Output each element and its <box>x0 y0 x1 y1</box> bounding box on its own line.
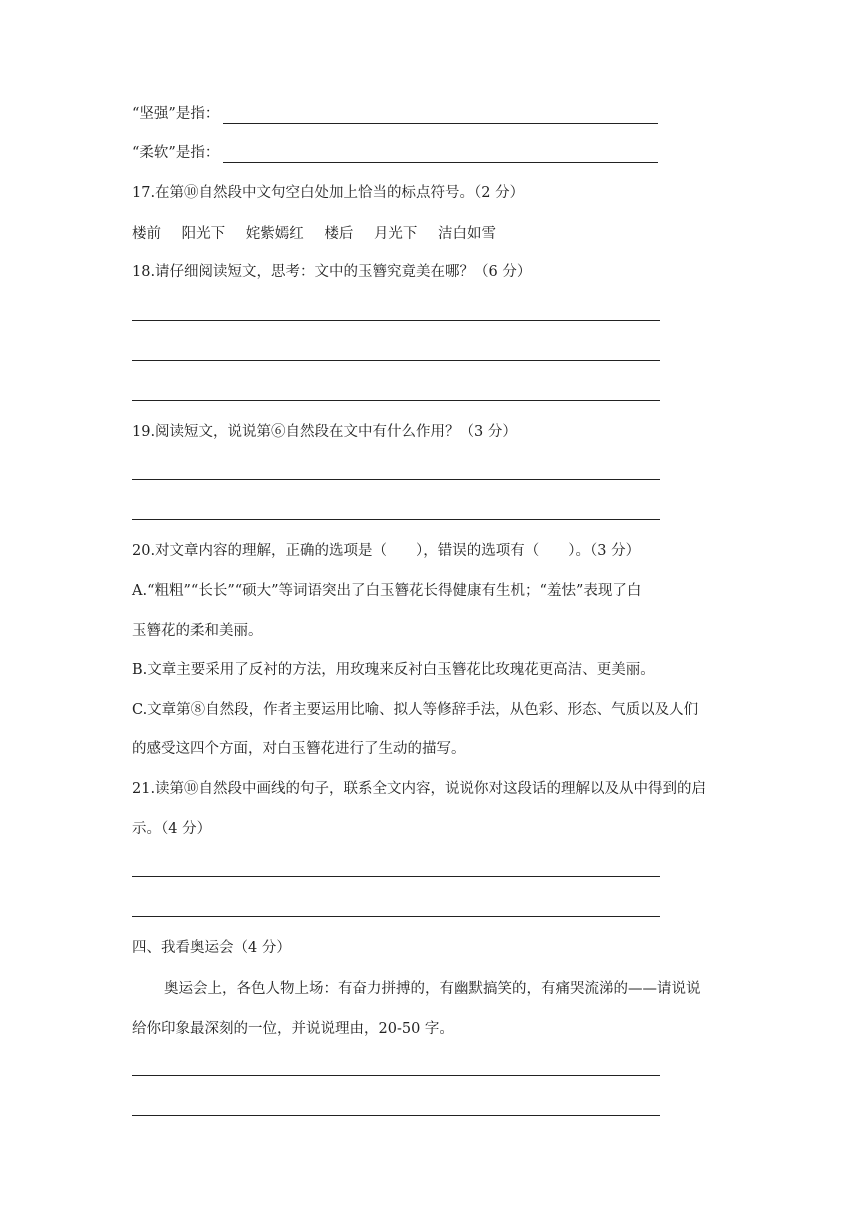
section-4-title: 四、我看奥运会（4 分） <box>132 940 291 956</box>
answer-line[interactable] <box>132 519 660 520</box>
q20-option-c-cont: 的感受这四个方面，对白玉簪花进行了生动的描写。 <box>132 741 466 757</box>
answer-line[interactable] <box>132 400 660 401</box>
q20-option-c: C.文章第⑧自然段，作者主要运用比喻、拟人等修辞手法，从色彩、形态、气质以及人们 <box>132 702 699 718</box>
q17-options <box>132 224 512 244</box>
question-21: 21.读第⑩自然段中画线的句子，联系全文内容，说说你对这段话的理解以及从中得到的启 <box>132 781 707 797</box>
question-20: 20.对文章内容的理解，正确的选项是（ ），错误的选项有（ ）。（3 分） <box>132 543 641 559</box>
q17-option: 月光下 <box>373 226 418 242</box>
soft-definition-row <box>132 143 658 163</box>
section-4-prompt: 奥运会上，各色人物上场：有奋力拼搏的，有幽默搞笑的，有痛哭流涕的——请说说 <box>164 981 701 997</box>
answer-line[interactable] <box>132 1075 660 1076</box>
answer-line[interactable] <box>132 360 660 361</box>
q17-option: 洁白如雪 <box>438 226 497 242</box>
q17-option: 楼前 <box>132 226 161 242</box>
q20-option-a-cont: 玉簪花的柔和美丽。 <box>132 623 263 639</box>
answer-line[interactable] <box>132 479 660 480</box>
q20-option-b: B.文章主要采用了反衬的方法，用玫瑰来反衬白玉簪花比玫瑰花更高洁、更美丽。 <box>132 662 655 678</box>
question-19: 19.阅读短文，说说第⑥自然段在文中有什么作用？（3 分） <box>132 424 517 440</box>
answer-line[interactable] <box>132 876 660 877</box>
question-18: 18.请仔细阅读短文，思考：文中的玉簪究竟美在哪？（6 分） <box>132 264 532 280</box>
answer-line[interactable] <box>132 1115 660 1116</box>
section-4-prompt-cont: 给你印象最深刻的一位，并说说理由，20-50 字。 <box>132 1021 454 1037</box>
answer-line[interactable] <box>132 916 660 917</box>
answer-line[interactable] <box>132 320 660 321</box>
q17-option: 阳光下 <box>181 226 226 242</box>
soft-answer-blank[interactable] <box>223 146 658 163</box>
strong-answer-blank[interactable] <box>223 107 658 124</box>
question-21-cont: 示。（4 分） <box>132 821 212 837</box>
strong-label: “坚强”是指： <box>132 106 220 122</box>
question-17: 17.在第⑩自然段中文句空白处加上恰当的标点符号。（2 分） <box>132 185 525 201</box>
strong-definition-row <box>132 104 658 124</box>
q20-option-a: A.“粗粗”“长长”“硕大”等词语突出了白玉簪花长得健康有生机；“羞怯”表现了白 <box>132 583 642 599</box>
q17-option: 楼后 <box>324 226 354 242</box>
q17-option: 姹紫嫣红 <box>245 226 304 242</box>
soft-label: “柔软”是指： <box>132 145 220 161</box>
